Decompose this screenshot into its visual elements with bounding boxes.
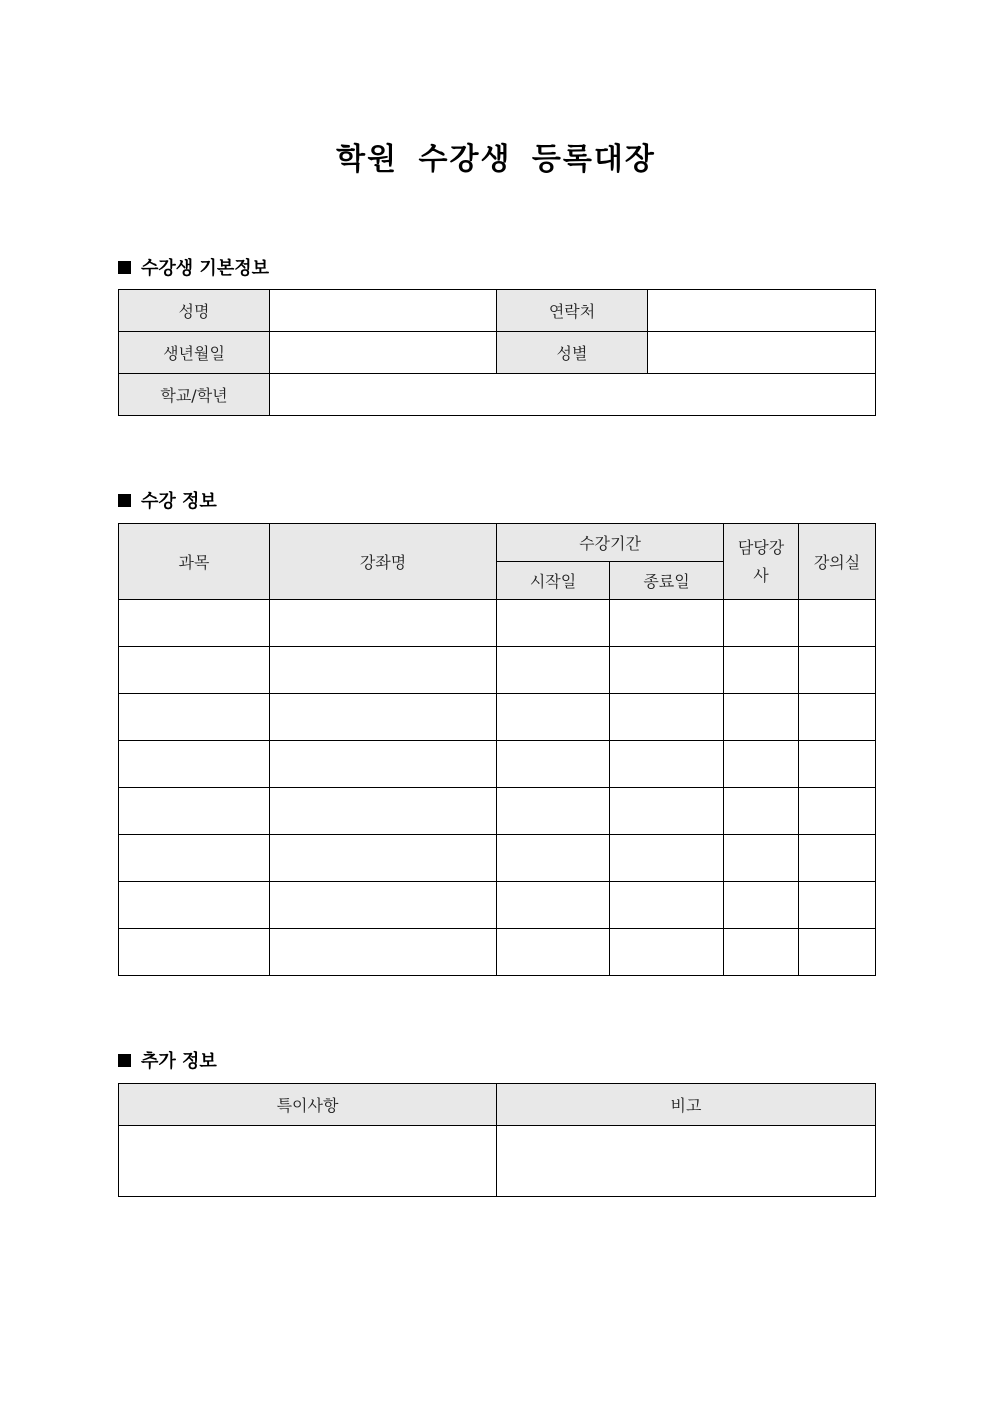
start-date-cell[interactable] [497,882,610,929]
course-name-cell[interactable] [270,882,497,929]
instructor-header-line1: 담당강 [737,537,785,557]
start-date-cell[interactable] [497,929,610,976]
section-heading-label: 수강 정보 [141,491,217,512]
gender-field[interactable] [648,332,876,374]
course-name-cell[interactable] [270,741,497,788]
end-date-cell[interactable] [610,694,724,741]
course-info-table [118,523,876,976]
classroom-cell[interactable] [799,600,876,647]
instructor-cell[interactable] [724,882,799,929]
extra-info-table [118,1083,876,1197]
birth-field[interactable] [270,332,497,374]
birth-label: 생년월일 [119,332,270,374]
start-date-cell[interactable] [497,694,610,741]
start-date-cell[interactable] [497,647,610,694]
end-date-header: 종료일 [610,562,724,600]
instructor-cell[interactable] [724,694,799,741]
subject-cell[interactable] [119,929,270,976]
table-row [119,788,876,835]
table-row [119,647,876,694]
course-name-cell[interactable] [270,694,497,741]
table-row [119,835,876,882]
subject-cell[interactable] [119,882,270,929]
school-label: 학교/학년 [119,374,270,416]
square-bullet-icon [118,1054,131,1067]
end-date-cell[interactable] [610,741,724,788]
contact-field[interactable] [648,290,876,332]
table-row [119,741,876,788]
start-date-cell[interactable] [497,835,610,882]
classroom-cell[interactable] [799,741,876,788]
course-name-cell[interactable] [270,788,497,835]
section-heading-course-info [118,487,217,513]
course-name-cell[interactable] [270,647,497,694]
instructor-cell[interactable] [724,741,799,788]
table-row [119,600,876,647]
square-bullet-icon [118,261,131,274]
subject-cell[interactable] [119,647,270,694]
classroom-cell[interactable] [799,694,876,741]
instructor-cell[interactable] [724,929,799,976]
course-name-cell[interactable] [270,835,497,882]
start-date-cell[interactable] [497,600,610,647]
course-name-header: 강좌명 [270,524,497,600]
subject-cell[interactable] [119,694,270,741]
name-label: 성명 [119,290,270,332]
end-date-cell[interactable] [610,929,724,976]
end-date-cell[interactable] [610,882,724,929]
notes-field[interactable] [119,1126,497,1197]
table-row [119,882,876,929]
instructor-cell[interactable] [724,835,799,882]
period-header: 수강기간 [497,524,724,562]
end-date-cell[interactable] [610,600,724,647]
classroom-cell[interactable] [799,788,876,835]
contact-label: 연락처 [497,290,648,332]
instructor-cell[interactable] [724,788,799,835]
classroom-cell[interactable] [799,882,876,929]
notes-header: 특이사항 [119,1084,497,1126]
document-title: 학원 수강생 등록대장 [336,142,656,177]
subject-header: 과목 [119,524,270,600]
remarks-field[interactable] [497,1126,876,1197]
end-date-cell[interactable] [610,647,724,694]
subject-cell[interactable] [119,600,270,647]
instructor-cell[interactable] [724,600,799,647]
table-row [119,929,876,976]
section-heading-label: 추가 정보 [141,1051,217,1072]
instructor-header [724,524,799,600]
end-date-cell[interactable] [610,835,724,882]
subject-cell[interactable] [119,741,270,788]
start-date-cell[interactable] [497,788,610,835]
course-name-cell[interactable] [270,600,497,647]
remarks-header: 비고 [497,1084,876,1126]
square-bullet-icon [118,494,131,507]
gender-label: 성별 [497,332,648,374]
subject-cell[interactable] [119,835,270,882]
classroom-header: 강의실 [799,524,876,600]
school-field[interactable] [270,374,876,416]
section-heading-basic-info [118,254,269,280]
start-date-header: 시작일 [497,562,610,600]
subject-cell[interactable] [119,788,270,835]
section-heading-label: 수강생 기본정보 [141,258,269,279]
classroom-cell[interactable] [799,929,876,976]
basic-info-table [118,289,876,416]
course-name-cell[interactable] [270,929,497,976]
classroom-cell[interactable] [799,647,876,694]
end-date-cell[interactable] [610,788,724,835]
section-heading-extra-info [118,1047,217,1073]
table-row [119,694,876,741]
name-field[interactable] [270,290,497,332]
instructor-header-line2: 사 [753,565,769,585]
start-date-cell[interactable] [497,741,610,788]
instructor-cell[interactable] [724,647,799,694]
classroom-cell[interactable] [799,835,876,882]
